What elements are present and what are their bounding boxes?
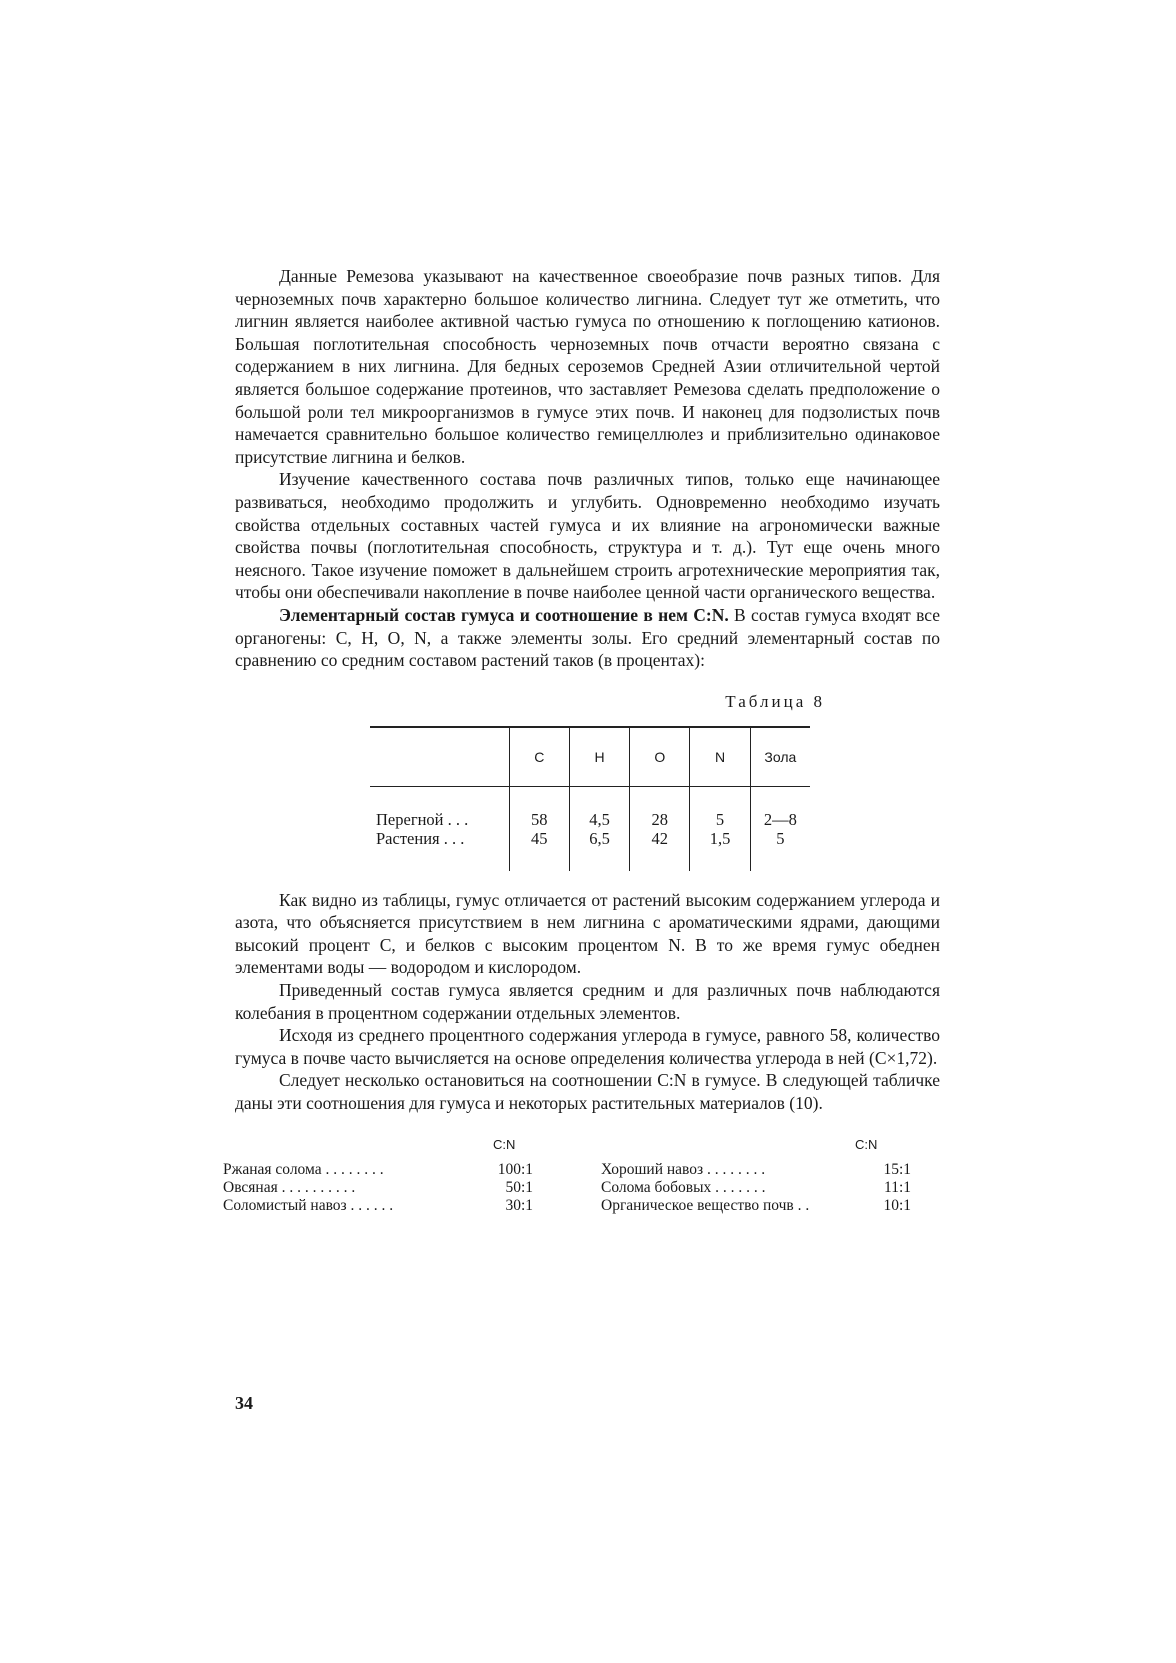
table-cell: 4,5: [569, 810, 629, 829]
paragraph-6: Исходя из среднего процентного содержания углерода в гумусе, равного 58, количество гумуса в почве часто вычисляется на основе определения количества углерода в ней (C×1,72).: [235, 1025, 940, 1068]
table-spacer-row: [370, 786, 810, 810]
col-header-h: H: [569, 727, 629, 787]
cn-left-column: [223, 1161, 533, 1215]
col-header-n: N: [690, 727, 750, 787]
table-cell: 2—8: [750, 810, 810, 829]
list-item: Ржаная солома . . . . . . . . 100:1: [223, 1160, 533, 1178]
page-number: 34: [235, 1393, 253, 1413]
table-8-caption: Таблица 8: [725, 691, 825, 711]
page-body: [223, 265, 941, 1237]
paragraph-1: Данные Ремезова указывают на качественное своеобразие почв разных типов. Для черноземных почв характерно большое количество лигнина. Следует тут же отметить, что лигнин является наиболее активной частью гумуса по отношению к поглощению катионов. Большая поглотительная способность черноземных почв отчасти вероятно связана с содержанием в них лигнина. Для бедных сероземов Средней Азии отличительной чертой является большое содержание протеинов, что заставляет Ремезова сделать предположение о большой роли тел микроорганизмов в гумусе этих почв. И наконец для подзолистых почв намечается сравнительно большое количество гемицеллюлез и приблизительно одинаковое присутствие лигнина и белков.: [235, 266, 940, 467]
table-cell: 42: [630, 829, 690, 848]
list-item: Органическое вещество почв . . 10:1: [601, 1196, 911, 1214]
table-cell: 45: [509, 829, 569, 848]
table-cell: 28: [630, 810, 690, 829]
table-spacer-row: [370, 848, 810, 871]
table-header-row: [370, 727, 810, 787]
section-heading: Элементарный состав гумуса и соотношение в нем C:N.: [279, 604, 729, 625]
row-label-plants: Растения . . .: [376, 828, 465, 848]
table-row: [370, 810, 810, 829]
table-cell: 5: [750, 829, 810, 848]
table-cell: 5: [690, 810, 750, 829]
row-label-humus: Перегной . . .: [376, 809, 469, 829]
table-cell: 58: [509, 810, 569, 829]
col-header-c: C: [509, 727, 569, 787]
col-header-ash: Зола: [750, 727, 810, 787]
paragraph-4: Как видно из таблицы, гумус отличается от растений высоким содержанием углерода и азота, что объясняется присутствием в нем лигнина с ароматическими ядрами, дающими высокий процент C, и белков с высоким процентом N. В то же время гумус обеднен элементами воды — водородом и кислородом.: [235, 889, 940, 978]
cn-header-left: C:N: [493, 1136, 516, 1152]
table-row: [370, 829, 810, 848]
table-corner: [370, 727, 509, 787]
paragraph-7: Следует несколько остановиться на соотношении C:N в гумусе. В следующей табличке даны эти соотношения для гумуса и некоторых растительных материалов (10).: [235, 1070, 940, 1114]
list-item: Солома бобовых . . . . . . . 11:1: [601, 1178, 911, 1196]
table-cell: 6,5: [569, 829, 629, 848]
paragraph-3-text: В состав гумуса входят все органогены: C, H, O, N, а также элементы золы. Его средний элементарный состав по сравнению со средним составом растений таков (в процентах):: [235, 604, 941, 671]
col-header-o: O: [630, 727, 690, 787]
cn-ratio-table: [223, 1136, 940, 1237]
list-item: Овсяная . . . . . . . . . . 50:1: [223, 1178, 533, 1196]
paragraph-5: Приведенный состав гумуса является средним и для различных почв наблюдаются колебания в процентном содержании отдельных элементов.: [235, 980, 940, 1023]
cn-right-column: [601, 1161, 911, 1215]
table-cell: 1,5: [690, 829, 750, 848]
table-8: [370, 726, 810, 871]
paragraph-2: Изучение качественного состава почв различных типов, только еще начинающее развиваться, необходимо продолжить и углубить. Одновременно необходимо изучать свойства отдельных составных частей гумуса и их влияние на агрономически важные свойства почвы (поглотительная способность, структура и т. д.). Тут еще очень много неясного. Такое изучение поможет в дальнейшем строить агротехнические мероприятия так, чтобы они обеспечивали накопление в почве наиболее ценной части органического вещества.: [235, 469, 940, 603]
paragraph-3: [235, 604, 940, 672]
list-item: Соломистый навоз . . . . . . 30:1: [223, 1196, 533, 1214]
list-item: Хороший навоз . . . . . . . . 15:1: [601, 1160, 911, 1178]
cn-header-right: C:N: [855, 1136, 878, 1152]
